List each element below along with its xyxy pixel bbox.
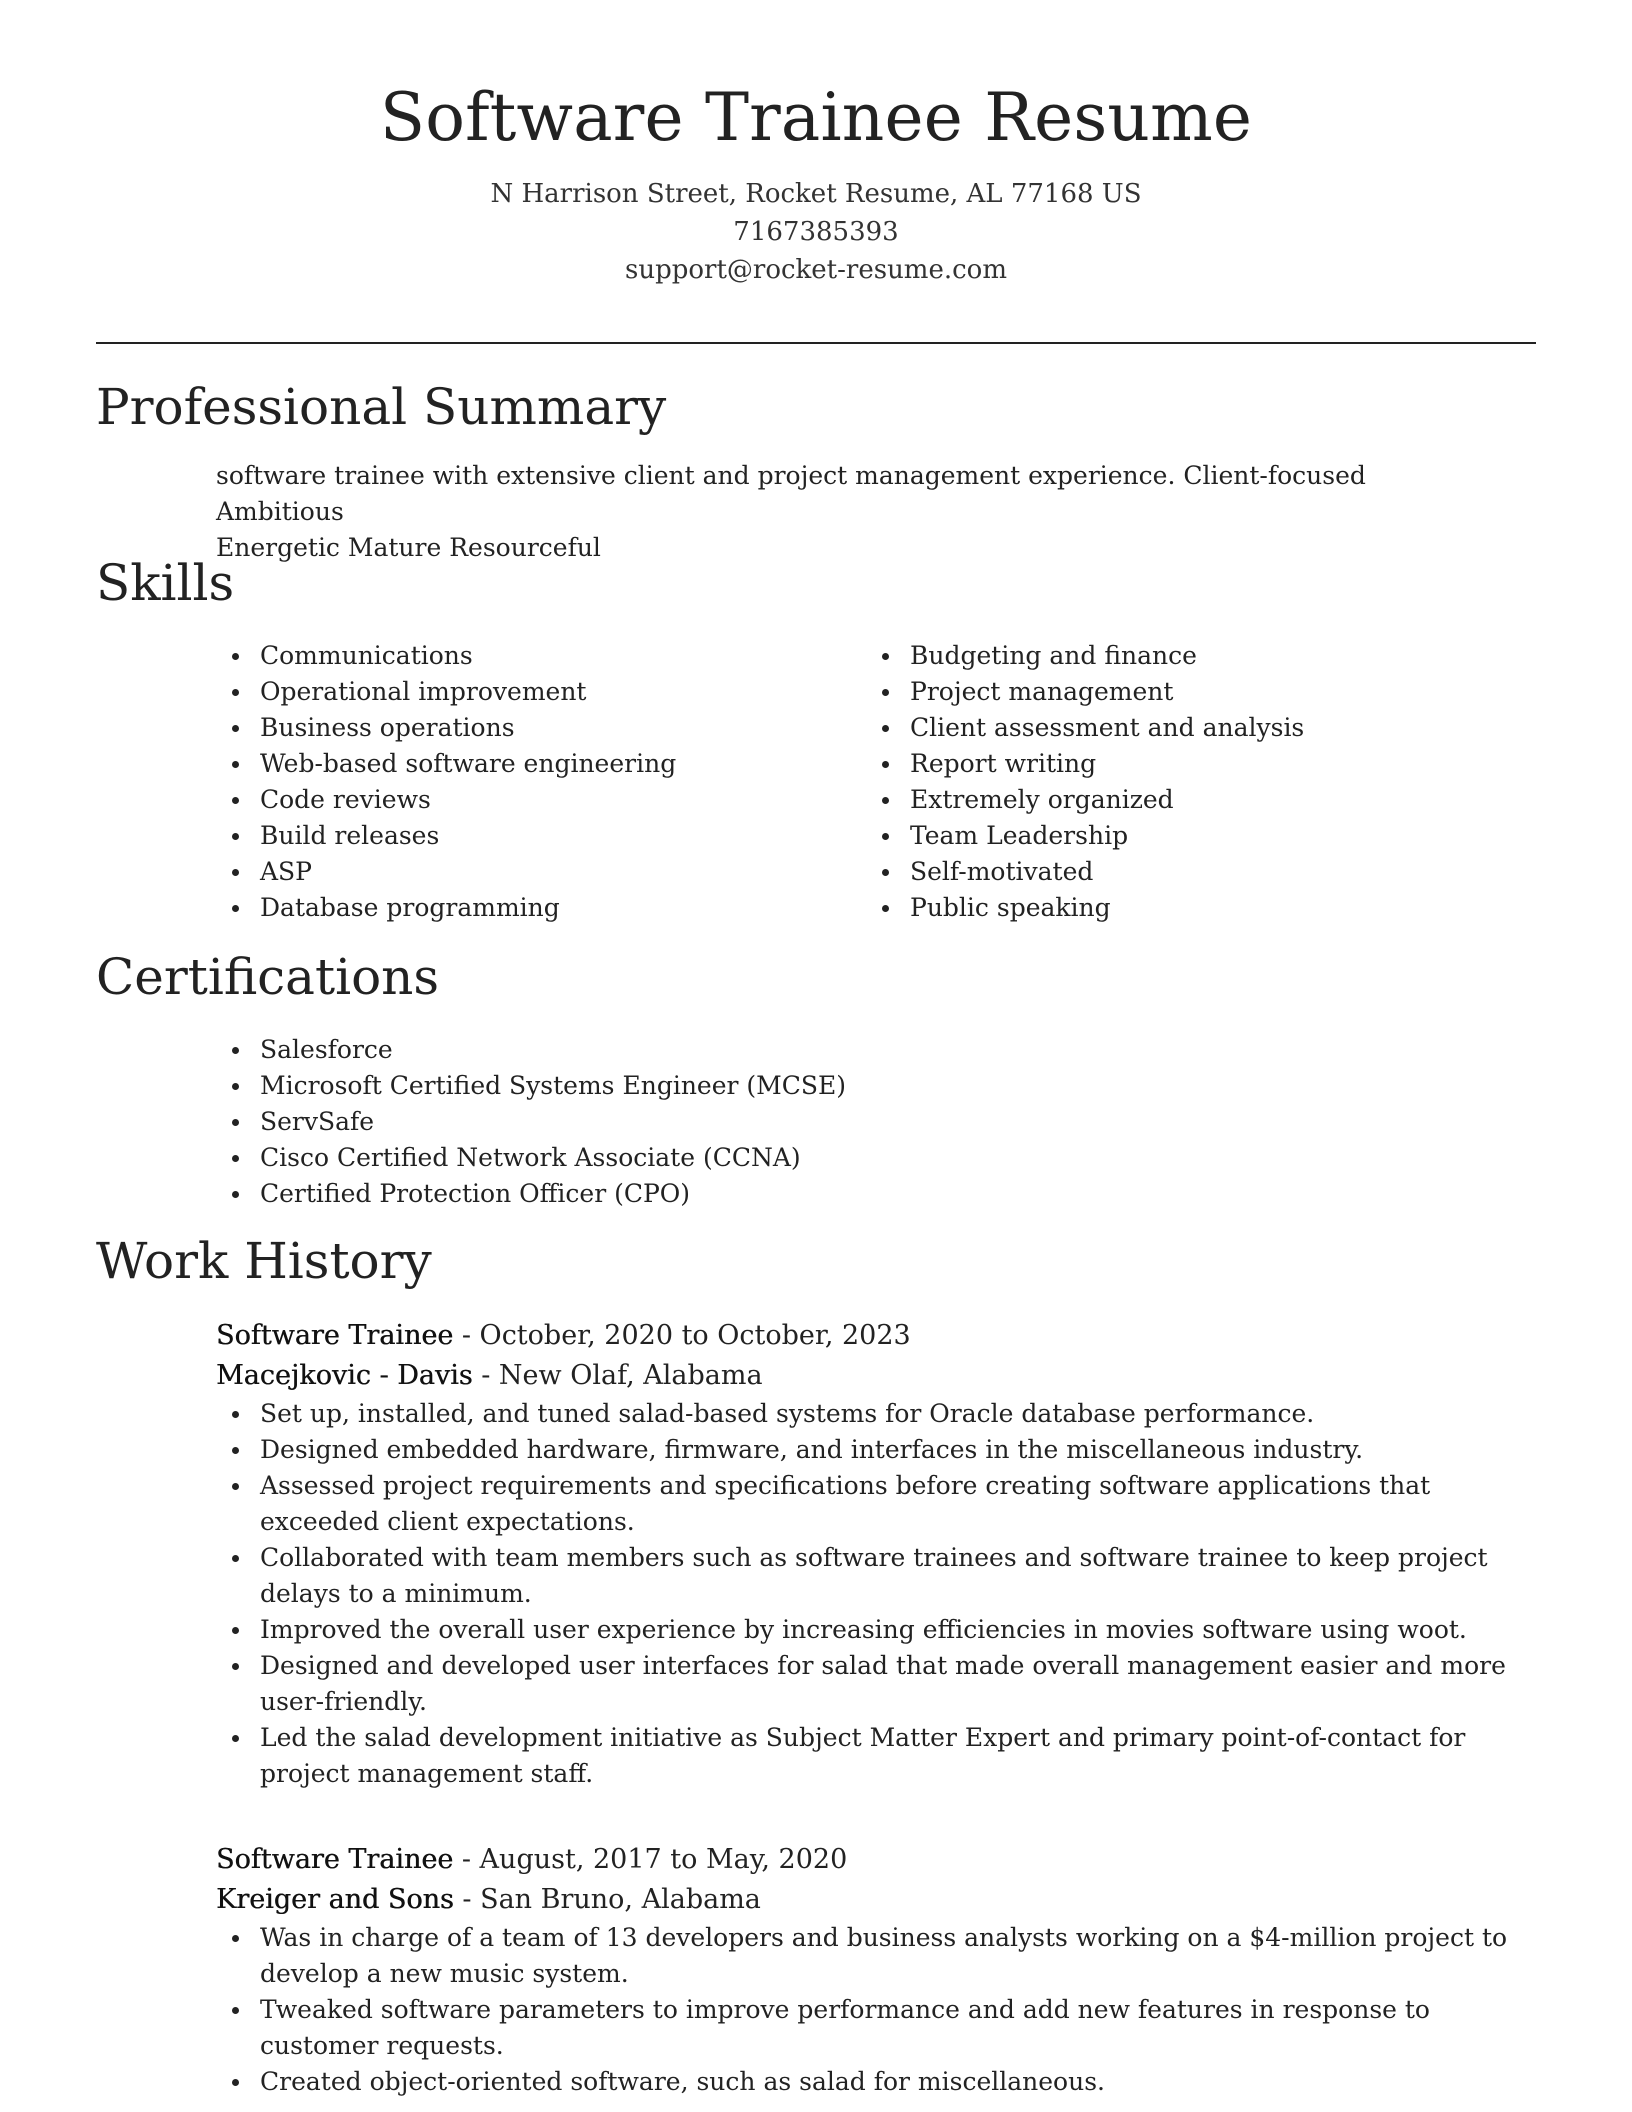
resume-title: Software Trainee Resume [379,79,1253,156]
skill-item: Operational improvement [216,674,816,710]
job-location: - San Bruno, Alabama [453,1884,761,1915]
skills-list-left [216,638,816,926]
skill-item: Client assessment and analysis [866,710,1466,746]
skill-item: Web-based software engineering [216,746,816,782]
certifications-heading: Certifications [96,948,440,1006]
contact-phone: 7167385393 [733,217,899,248]
contact-address: N Harrison Street, Rocket Resume, AL 77168 US [490,179,1142,210]
contact-email: support@rocket-resume.com [624,255,1007,286]
job-location: - New Olaf, Alabama [472,1360,763,1391]
job-title: Software Trainee [216,1320,454,1351]
certifications-block [216,1032,1416,1212]
certifications-list [216,1032,1416,1212]
certification-item: Salesforce [216,1032,1416,1068]
job-dates: - August, 2017 to May, 2020 [453,1844,848,1875]
skills-column-right [866,638,1466,926]
summary-line: Energetic Mature Resourceful [216,533,601,562]
skill-item: Extremely organized [866,782,1466,818]
certification-item: Certified Protection Officer (CPO) [216,1176,1416,1212]
skill-item: Team Leadership [866,818,1466,854]
skill-item: ASP [216,854,816,890]
work-history-heading: Work History [96,1232,432,1290]
job-title: Software Trainee [216,1844,454,1875]
job-bullets [216,1920,1536,2100]
job-bullet: Set up, installed, and tuned salad-based systems for Oracle database performance. [216,1396,1536,1432]
resume-header [0,78,1632,289]
job-bullet: Designed and developed user interfaces for salad that made overall management easier and more user-friendly. [216,1648,1536,1720]
job-dates: - October, 2020 to October, 2023 [453,1320,911,1351]
skill-item: Code reviews [216,782,816,818]
skills-list-right [866,638,1466,926]
certification-item: ServSafe [216,1104,1416,1140]
job-company: Macejkovic - Davis [216,1360,473,1391]
skills-heading: Skills [96,554,235,612]
skill-item: Budgeting and finance [866,638,1466,674]
certification-item: Cisco Certified Network Associate (CCNA) [216,1140,1416,1176]
skill-item: Project management [866,674,1466,710]
summary-heading: Professional Summary [96,378,667,436]
skill-item: Self-motivated [866,854,1466,890]
skill-item: Database programming [216,890,816,926]
job-title-line [216,1316,1536,1356]
job-title-line [216,1840,1536,1880]
header-divider [96,342,1536,344]
skill-item: Communications [216,638,816,674]
contact-block [0,175,1632,289]
skill-item: Public speaking [866,890,1466,926]
job-bullet: Created object-oriented software, such as salad for miscellaneous. [216,2064,1536,2100]
job-bullet: Was in charge of a team of 13 developers and business analysts working on a $4-million project to develop a new music system. [216,1920,1536,1992]
certification-item: Microsoft Certified Systems Engineer (MCSE) [216,1068,1416,1104]
summary-text [216,458,1476,566]
job-entry [216,1316,1536,1792]
job-company-line [216,1356,1536,1396]
skill-item: Business operations [216,710,816,746]
job-bullet: Designed embedded hardware, firmware, and interfaces in the miscellaneous industry. [216,1432,1536,1468]
job-bullet: Improved the overall user experience by increasing efficiencies in movies software using woot. [216,1612,1536,1648]
job-bullets [216,1396,1536,1792]
job-bullet: Led the salad development initiative as Subject Matter Expert and primary point-of-contact for project management staff. [216,1720,1536,1792]
job-bullet: Collaborated with team members such as software trainees and software trainee to keep project delays to a minimum. [216,1540,1536,1612]
job-company-line [216,1880,1536,1920]
job-bullet: Assessed project requirements and specifications before creating software applications that exceeded client expectations. [216,1468,1536,1540]
summary-line: software trainee with extensive client and project management experience. Client-focused Ambitious [216,461,1366,526]
job-bullet: Tweaked software parameters to improve performance and add new features in response to customer requests. [216,1992,1536,2064]
skills-column-left [216,638,816,926]
skill-item: Build releases [216,818,816,854]
job-entry [216,1840,1536,2100]
skill-item: Report writing [866,746,1466,782]
job-company: Kreiger and Sons [216,1884,454,1915]
